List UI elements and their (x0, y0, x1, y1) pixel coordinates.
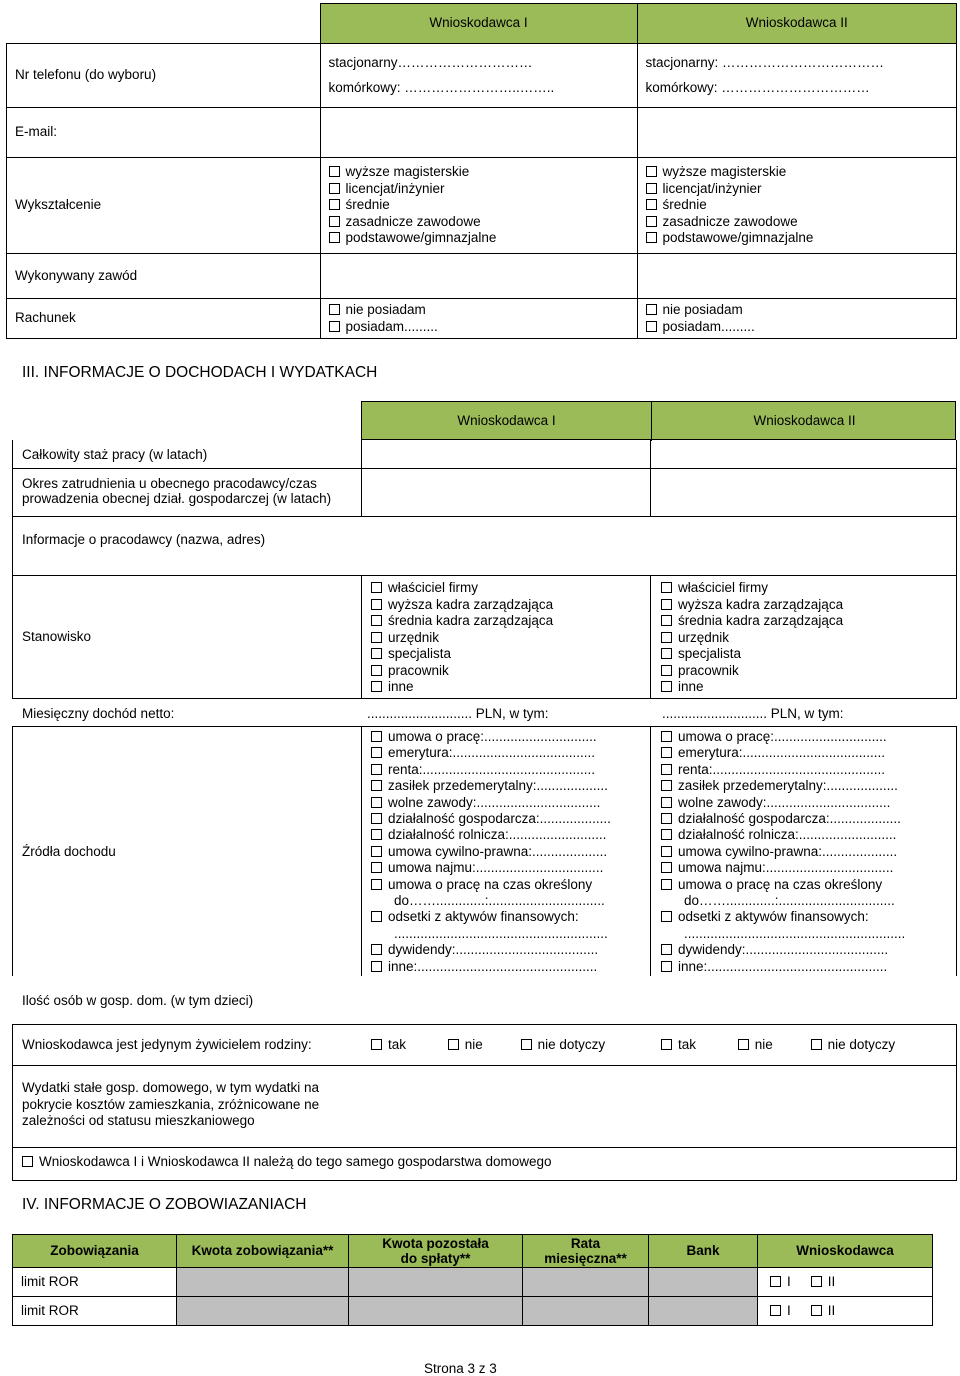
checkbox[interactable] (448, 1039, 459, 1050)
liability-label: limit ROR (13, 1268, 177, 1297)
checkbox[interactable] (521, 1039, 532, 1050)
checkbox[interactable] (329, 166, 340, 177)
checkbox[interactable] (661, 764, 672, 775)
checkbox[interactable] (371, 862, 382, 873)
sole-earner-options-1: tak nie nie dotyczy (371, 1037, 605, 1052)
occupation-label: Wykonywany zawód (7, 254, 321, 299)
income-sources-options-1: umowa o pracę:.............................. emerytura:...................................... renta:.............................................. zasiłek przedemerytalny:................... wolne zawody:................................. działalność gospodarcza:................... działalność rolnicza:.......................... umowa cywilno-prawna:.................... umowa najmu:.................................. umowa o pracę na czas określony do…….............:............................... odsetki z aktywów finansowych: ......................................................... dywidendy:...................................... inne:................................................ (371, 729, 611, 975)
checkbox[interactable] (371, 846, 382, 857)
checkbox[interactable] (371, 911, 382, 922)
checkbox[interactable] (811, 1276, 822, 1287)
checkbox[interactable] (371, 665, 382, 676)
col-liabilities: Zobowiązania (13, 1235, 177, 1268)
monthly-income-field-2[interactable]: ............................ PLN, w tym: (662, 706, 844, 721)
checkbox[interactable] (371, 961, 382, 972)
installment-cell (523, 1297, 649, 1326)
checkbox[interactable] (329, 199, 340, 210)
checkbox[interactable] (661, 780, 672, 791)
checkbox[interactable] (661, 599, 672, 610)
checkbox[interactable] (371, 632, 382, 643)
col-bank: Bank (649, 1235, 758, 1268)
checkbox[interactable] (329, 183, 340, 194)
checkbox[interactable] (661, 681, 672, 692)
employment-period-label: Okres zatrudnienia u obecnego pracodawcy/czas prowadzenia obecnej dział. gospodarczej (w latach) (22, 476, 332, 506)
checkbox[interactable] (371, 780, 382, 791)
checkbox[interactable] (371, 648, 382, 659)
household-size-label: Ilość osób w gosp. dom. (w tym dzieci) (22, 993, 254, 1008)
checkbox[interactable] (22, 1156, 33, 1167)
checkbox[interactable] (646, 183, 657, 194)
liability-label: limit ROR (13, 1297, 177, 1326)
checkbox[interactable] (661, 1039, 672, 1050)
checkbox[interactable] (329, 304, 340, 315)
shared-household-option: Wnioskodawca I i Wnioskodawca II należą do tego samego gospodarstwa domowego (22, 1154, 552, 1169)
expenses-label: Wydatki stałe gosp. domowego, w tym wydatki na pokrycie kosztów zamieszkania, zróżnicowane ne zależności od statusu mieszkaniowego (22, 1080, 320, 1128)
checkbox[interactable] (661, 879, 672, 890)
checkbox[interactable] (738, 1039, 749, 1050)
checkbox[interactable] (661, 961, 672, 972)
checkbox[interactable] (661, 747, 672, 758)
education-label: Wykształcenie (7, 158, 321, 254)
occupation-field-2[interactable] (637, 254, 957, 299)
checkbox[interactable] (371, 615, 382, 626)
checkbox[interactable] (811, 1039, 822, 1050)
header-applicant-2: Wnioskodawca II (753, 413, 856, 428)
header-applicant-2: Wnioskodawca II (637, 4, 957, 44)
checkbox[interactable] (371, 797, 382, 808)
checkbox[interactable] (661, 829, 672, 840)
checkbox[interactable] (329, 321, 340, 332)
checkbox[interactable] (646, 321, 657, 332)
income-header (361, 401, 956, 440)
checkbox[interactable] (371, 1039, 382, 1050)
sole-earner-options-2: tak nie nie dotyczy (661, 1037, 895, 1052)
education-options-2: wyższe magisterskie licencjat/inżynier średnie zasadnicze zawodowe podstawowe/gimnazjalne (637, 158, 957, 254)
checkbox[interactable] (371, 813, 382, 824)
checkbox[interactable] (661, 862, 672, 873)
checkbox[interactable] (371, 747, 382, 758)
checkbox[interactable] (661, 797, 672, 808)
applicant-choice: I II (758, 1268, 933, 1297)
header-applicant-1: Wnioskodawca I (457, 413, 556, 428)
checkbox[interactable] (811, 1305, 822, 1316)
income-sources-options-2: umowa o pracę:.............................. emerytura:...................................... renta:.............................................. zasiłek przedemerytalny:................... wolne zawody:................................. działalność gospodarcza:................... działalność rolnicza:.......................... umowa cywilno-prawna:.................... umowa najmu:.................................. umowa o pracę na czas określony do…….............:............................... odsetki z aktywów finansowych: ........................................................... dywidendy:...................................... inne:................................................ (661, 729, 905, 975)
checkbox[interactable] (329, 216, 340, 227)
section-3-title: III. INFORMACJE O DOCHODACH I WYDATKACH (22, 364, 378, 381)
checkbox[interactable] (661, 846, 672, 857)
page-number: Strona 3 z 3 (424, 1361, 497, 1376)
checkbox[interactable] (371, 681, 382, 692)
remaining-cell (349, 1297, 523, 1326)
monthly-income-field-1[interactable]: ............................ PLN, w tym: (367, 706, 549, 721)
checkbox[interactable] (371, 731, 382, 742)
checkbox[interactable] (661, 615, 672, 626)
position-options-2: właściciel firmy wyższa kadra zarządzająca średnia kadra zarządzająca urzędnik specjalista pracownik inne (661, 580, 843, 696)
installment-cell (523, 1268, 649, 1297)
checkbox[interactable] (371, 879, 382, 890)
checkbox[interactable] (371, 582, 382, 593)
applicant-choice: I II (758, 1297, 933, 1326)
checkbox[interactable] (646, 199, 657, 210)
checkbox[interactable] (646, 304, 657, 315)
checkbox[interactable] (646, 166, 657, 177)
email-field-2[interactable] (637, 108, 957, 158)
checkbox[interactable] (371, 764, 382, 775)
amount-cell (177, 1297, 349, 1326)
col-applicant: Wnioskodawca (758, 1235, 933, 1268)
checkbox[interactable] (770, 1305, 781, 1316)
applicant-details-table (6, 3, 957, 339)
email-field-1[interactable] (320, 108, 637, 158)
checkbox[interactable] (661, 731, 672, 742)
occupation-field-1[interactable] (320, 254, 637, 299)
header-applicant-1: Wnioskodawca I (320, 4, 637, 44)
education-options-1: wyższe magisterskie licencjat/inżynier średnie zasadnicze zawodowe podstawowe/gimnazjalne (320, 158, 637, 254)
checkbox[interactable] (371, 944, 382, 955)
bank-cell (649, 1297, 758, 1326)
remaining-cell (349, 1268, 523, 1297)
col-installment: Rata miesięczna** (523, 1235, 649, 1268)
account-label: Rachunek (7, 299, 321, 339)
checkbox[interactable] (770, 1276, 781, 1287)
checkbox[interactable] (661, 813, 672, 824)
position-label: Stanowisko (22, 629, 92, 644)
checkbox[interactable] (661, 944, 672, 955)
phone-field-2[interactable]: stacjonarny: ……………………………… komórkowy: …………………………… (637, 44, 957, 108)
bank-cell (649, 1268, 758, 1297)
sole-earner-label: Wnioskodawca jest jedynym żywicielem rodziny: (22, 1037, 312, 1052)
checkbox[interactable] (661, 665, 672, 676)
monthly-income-label: Miesięczny dochód netto: (22, 706, 175, 721)
position-options-1: właściciel firmy wyższa kadra zarządzająca średnia kadra zarządzająca urzędnik specjalista pracownik inne (371, 580, 553, 696)
col-amount: Kwota zobowiązania** (177, 1235, 349, 1268)
employer-info-label: Informacje o pracodawcy (nazwa, adres) (22, 532, 266, 547)
liabilities-table (12, 1234, 933, 1326)
amount-cell (177, 1268, 349, 1297)
account-options-2: nie posiadam posiadam......... (637, 299, 957, 339)
income-sources-label: Źródła dochodu (22, 844, 116, 859)
phone-label: Nr telefonu (do wyboru) (7, 44, 321, 108)
checkbox[interactable] (371, 829, 382, 840)
checkbox[interactable] (329, 232, 340, 243)
col-remaining: Kwota pozostała do spłaty** (349, 1235, 523, 1268)
checkbox[interactable] (371, 599, 382, 610)
total-experience-field-1[interactable] (362, 441, 650, 468)
checkbox[interactable] (661, 911, 672, 922)
checkbox[interactable] (646, 216, 657, 227)
phone-field-1[interactable]: stacjonarny………………………… komórkowy: ……………………..…….. (320, 44, 637, 108)
checkbox[interactable] (661, 648, 672, 659)
total-experience-label: Całkowity staż pracy (w latach) (22, 447, 208, 462)
account-options-1: nie posiadam posiadam......... (320, 299, 637, 339)
section-4-title: IV. INFORMACJE O ZOBOWIAZANIACH (22, 1196, 307, 1213)
checkbox[interactable] (646, 232, 657, 243)
email-label: E-mail: (7, 108, 321, 158)
total-experience-field-2[interactable] (651, 441, 956, 468)
checkbox[interactable] (661, 582, 672, 593)
checkbox[interactable] (661, 632, 672, 643)
